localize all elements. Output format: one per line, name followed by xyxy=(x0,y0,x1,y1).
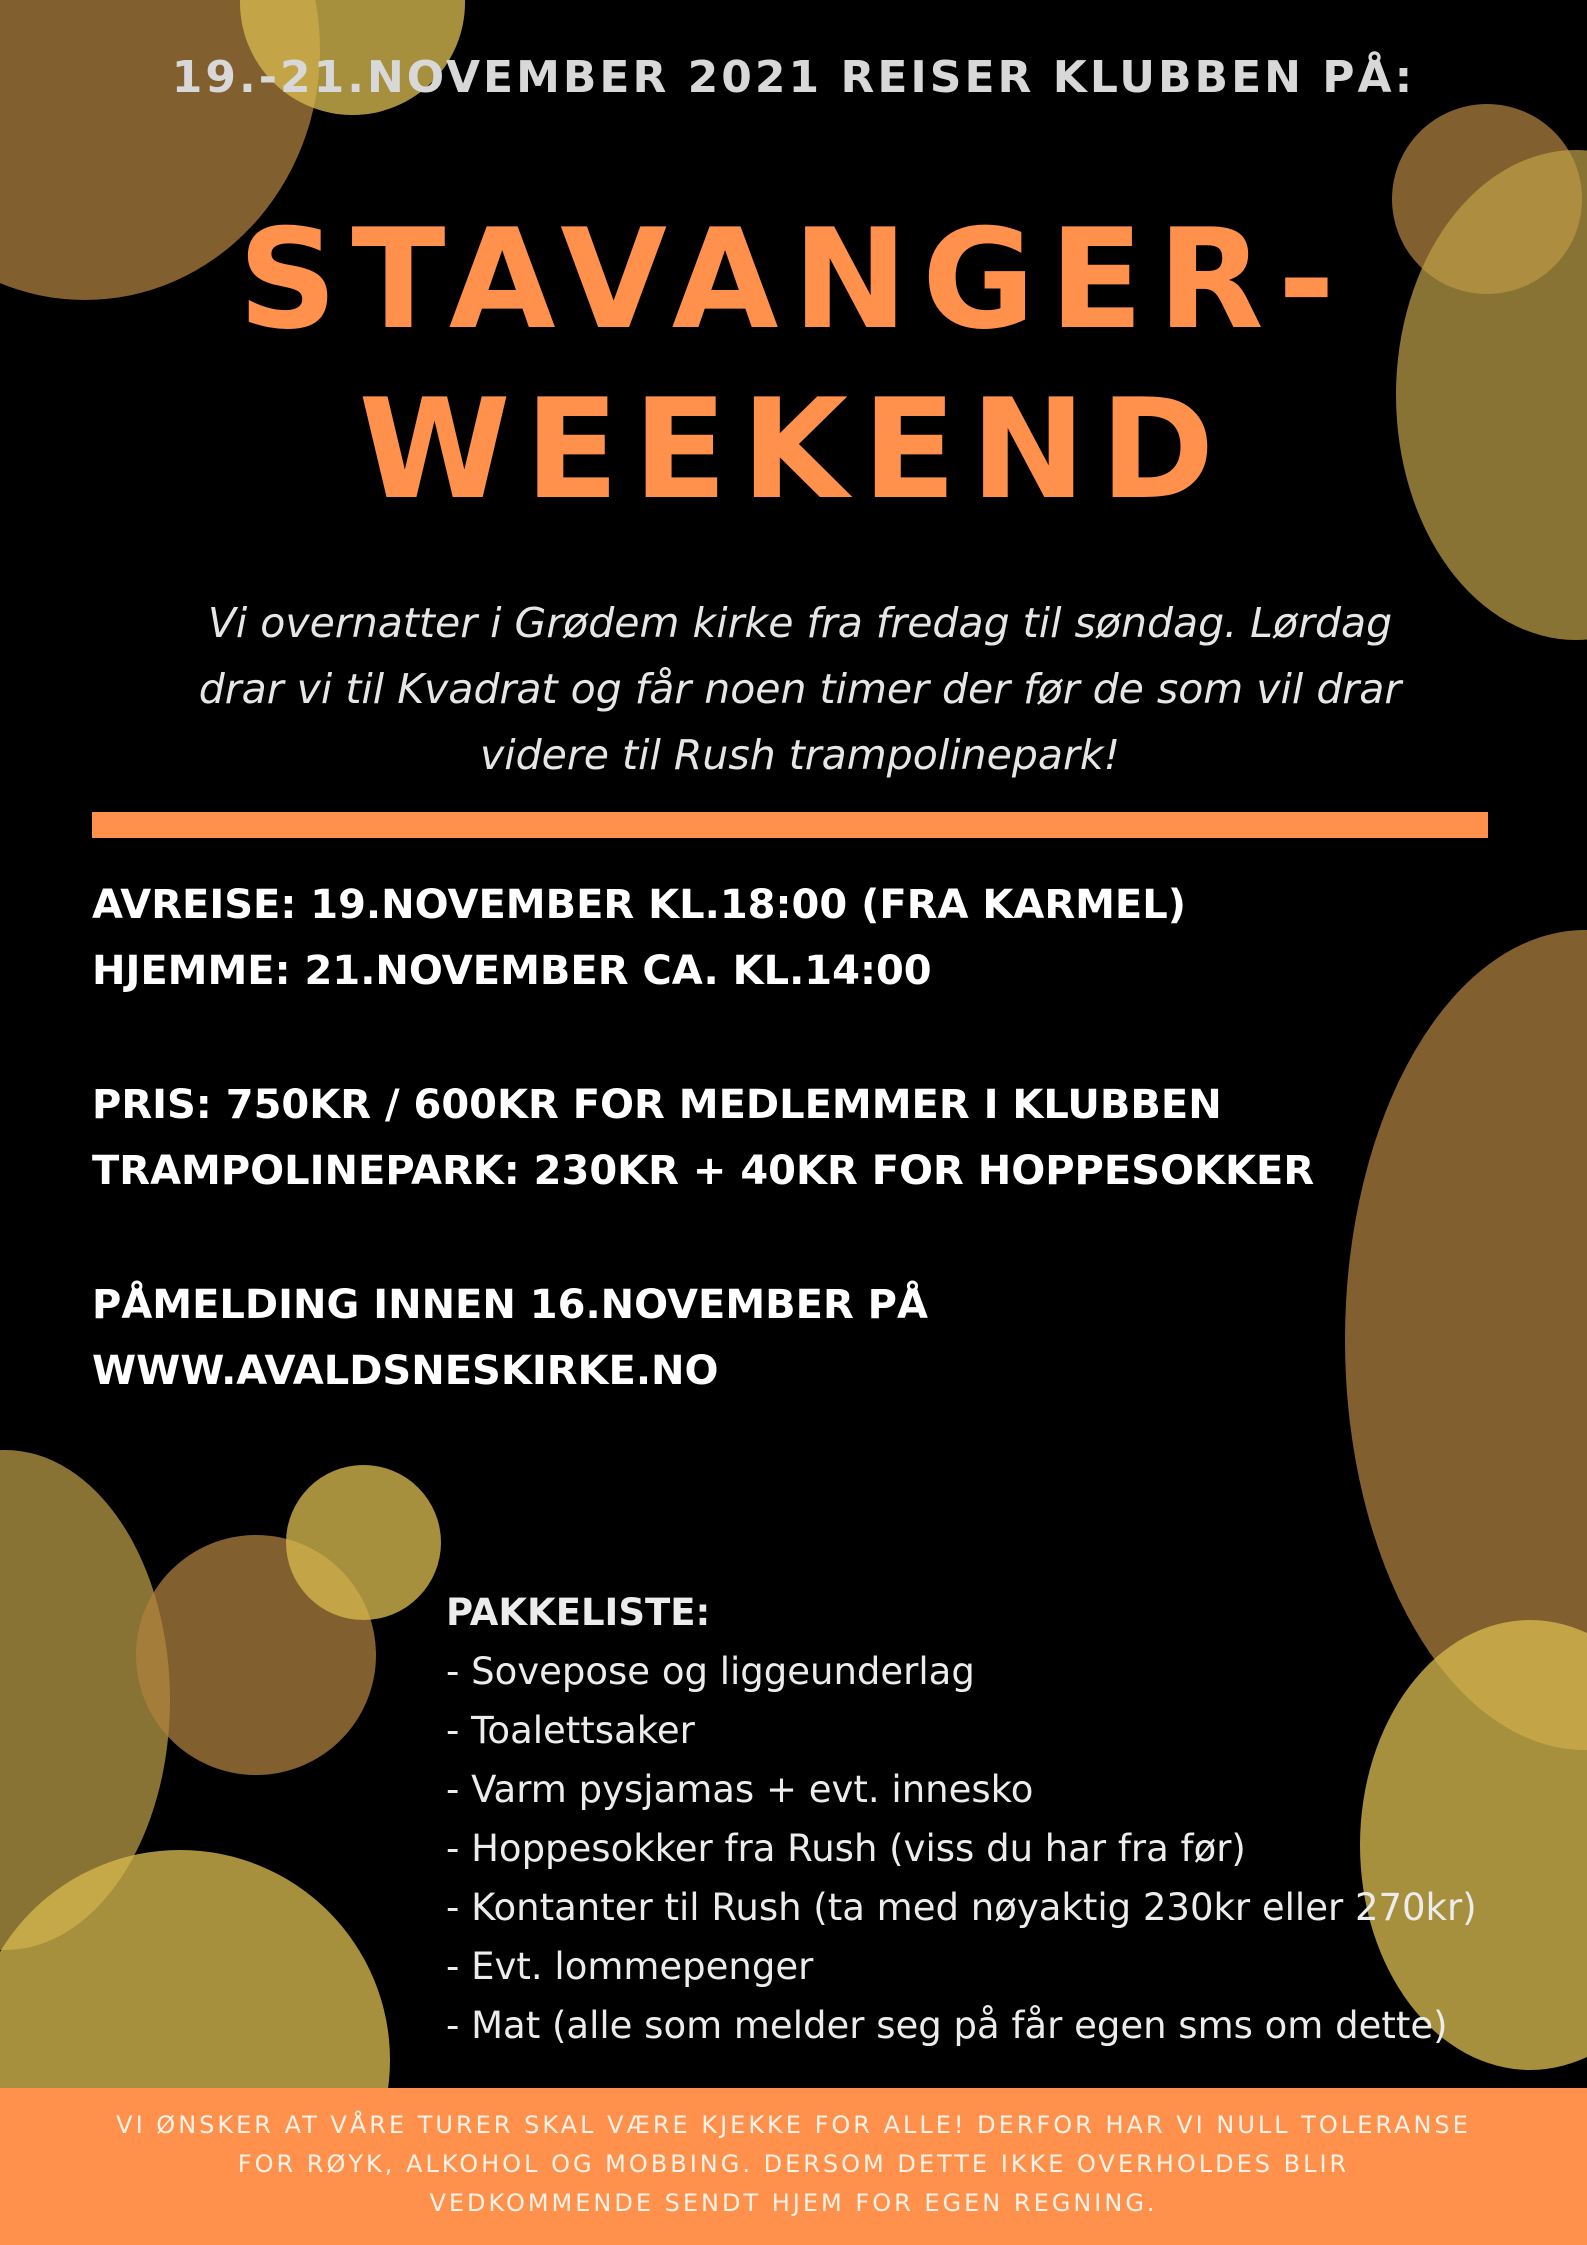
packing-item: - Toalettsaker xyxy=(446,1709,695,1752)
signup-text: PÅMELDING INNEN 16.NOVEMBER PÅ xyxy=(92,1282,928,1328)
intro-paragraph xyxy=(140,590,1460,788)
footer-line-1: VI ØNSKER AT VÅRE TURER SKAL VÆRE KJEKKE FOR ALLE! DERFOR HAR VI NULL TOLERANSE xyxy=(116,2111,1471,2139)
return-text: HJEMME: 21.NOVEMBER CA. KL.14:00 xyxy=(92,948,932,994)
footer-notice xyxy=(90,2106,1497,2223)
departure-text: AVREISE: 19.NOVEMBER KL.18:00 (FRA KARMEL) xyxy=(92,882,1187,928)
packing-item: - Mat (alle som melder seg på får egen sms om dette) xyxy=(446,2004,1448,2047)
packing-list xyxy=(446,1583,1477,2055)
intro-line-3: videre til Rush trampolinepark! xyxy=(479,731,1121,779)
packing-item: - Kontanter til Rush (ta med nøyaktig 230kr eller 270kr) xyxy=(446,1886,1477,1929)
footer-line-2: FOR RØYK, ALKOHOL OG MOBBING. DERSOM DETTE IKKE OVERHOLDES BLIR xyxy=(237,2150,1350,2178)
title-line-1: STAVANGER- xyxy=(237,199,1350,360)
intro-line-1: Vi overnatter i Grødem kirke fra fredag til søndag. Lørdag xyxy=(207,599,1393,647)
decor-circle-left-small xyxy=(286,1465,441,1620)
intro-line-2: drar vi til Kvadrat og får noen timer der før de som vil drar xyxy=(198,665,1402,713)
footer-banner xyxy=(0,2088,1587,2245)
signup-url: WWW.AVALDSNESKIRKE.NO xyxy=(92,1348,719,1394)
orange-divider xyxy=(92,812,1488,838)
trampoline-price-text: TRAMPOLINEPARK: 230KR + 40KR FOR HOPPESOKKER xyxy=(92,1148,1315,1194)
title-line-2: WEEKEND xyxy=(358,369,1229,530)
footer-line-3: VEDKOMMENDE SENDT HJEM FOR EGEN REGNING. xyxy=(429,2189,1158,2217)
packing-item: - Varm pysjamas + evt. innesko xyxy=(446,1768,1034,1811)
packing-item: - Evt. lommepenger xyxy=(446,1945,814,1988)
date-line: 19.-21.NOVEMBER 2021 REISER KLUBBEN PÅ: xyxy=(171,52,1416,103)
packing-list-heading: PAKKELISTE: xyxy=(446,1591,711,1634)
packing-item: - Sovepose og liggeunderlag xyxy=(446,1650,975,1693)
packing-item: - Hoppesokker fra Rush (viss du har fra før) xyxy=(446,1827,1246,1870)
price-text: PRIS: 750KR / 600KR FOR MEDLEMMER I KLUBBEN xyxy=(92,1082,1222,1128)
